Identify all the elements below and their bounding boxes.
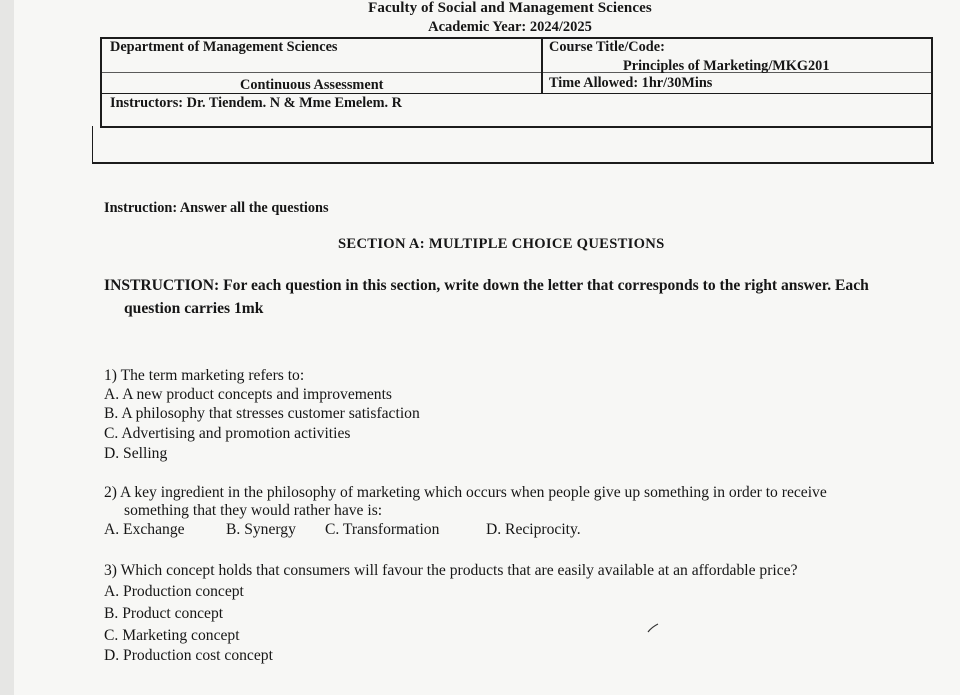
question-2-option-d: D. Reciprocity. (486, 521, 581, 538)
page-edge-shadow (0, 0, 14, 695)
header-table-inner-bottom (100, 126, 932, 128)
pen-mark (646, 622, 660, 634)
question-1-option-d: D. Selling (104, 445, 168, 462)
general-instruction: Instruction: Answer all the questions (104, 200, 329, 216)
course-value: Principles of Marketing/MKG201 (623, 58, 830, 74)
header-table-left-border (100, 37, 102, 128)
header-table-outer-bottom (92, 162, 934, 164)
question-3-option-c: C. Marketing concept (104, 627, 240, 644)
header-table-row-border (100, 93, 932, 94)
time-allowed: Time Allowed: 1hr/30Mins (549, 75, 713, 91)
question-3-option-b: B. Product concept (104, 605, 224, 622)
question-2-option-c: C. Transformation (325, 521, 440, 538)
question-3-option-d: D. Production cost concept (104, 647, 273, 664)
academic-year: Academic Year: 2024/2025 (428, 19, 592, 35)
question-1-option-a: A. A new product concepts and improvements (104, 386, 392, 403)
instructors: Instructors: Dr. Tiendem. N & Mme Emelem. R (110, 95, 402, 111)
section-instruction-line2: question carries 1mk (124, 300, 264, 317)
section-instruction-line1: INSTRUCTION: For each question in this section, write down the letter that corresponds to the right answer. Each (104, 277, 869, 294)
question-3-stem: 3) Which concept holds that consumers will favour the products that are easily available at an affordable price? (104, 562, 798, 579)
question-2-option-a: A. Exchange (104, 521, 185, 538)
question-2-stem-line2: something that they would rather have is: (124, 502, 383, 519)
header-table-divider (541, 37, 543, 94)
course-label: Course Title/Code: (549, 39, 665, 55)
question-2-option-b: B. Synergy (226, 521, 296, 538)
question-1-option-b: B. A philosophy that stresses customer satisfaction (104, 405, 420, 422)
question-1-stem: 1) The term marketing refers to: (104, 367, 305, 384)
question-3-option-a: A. Production concept (104, 583, 244, 600)
header-outer-left-border (92, 126, 93, 164)
department-name: Department of Management Sciences (110, 39, 338, 55)
question-1-option-c: C. Advertising and promotion activities (104, 425, 351, 442)
assessment-type: Continuous Assessment (240, 77, 384, 93)
section-title: SECTION A: MULTIPLE CHOICE QUESTIONS (338, 236, 665, 252)
faculty-title: Faculty of Social and Management Sciences (368, 0, 652, 16)
question-2-stem-line1: 2) A key ingredient in the philosophy of marketing which occurs when people give up something in order to receive (104, 484, 827, 501)
header-table-right-border (931, 37, 933, 164)
